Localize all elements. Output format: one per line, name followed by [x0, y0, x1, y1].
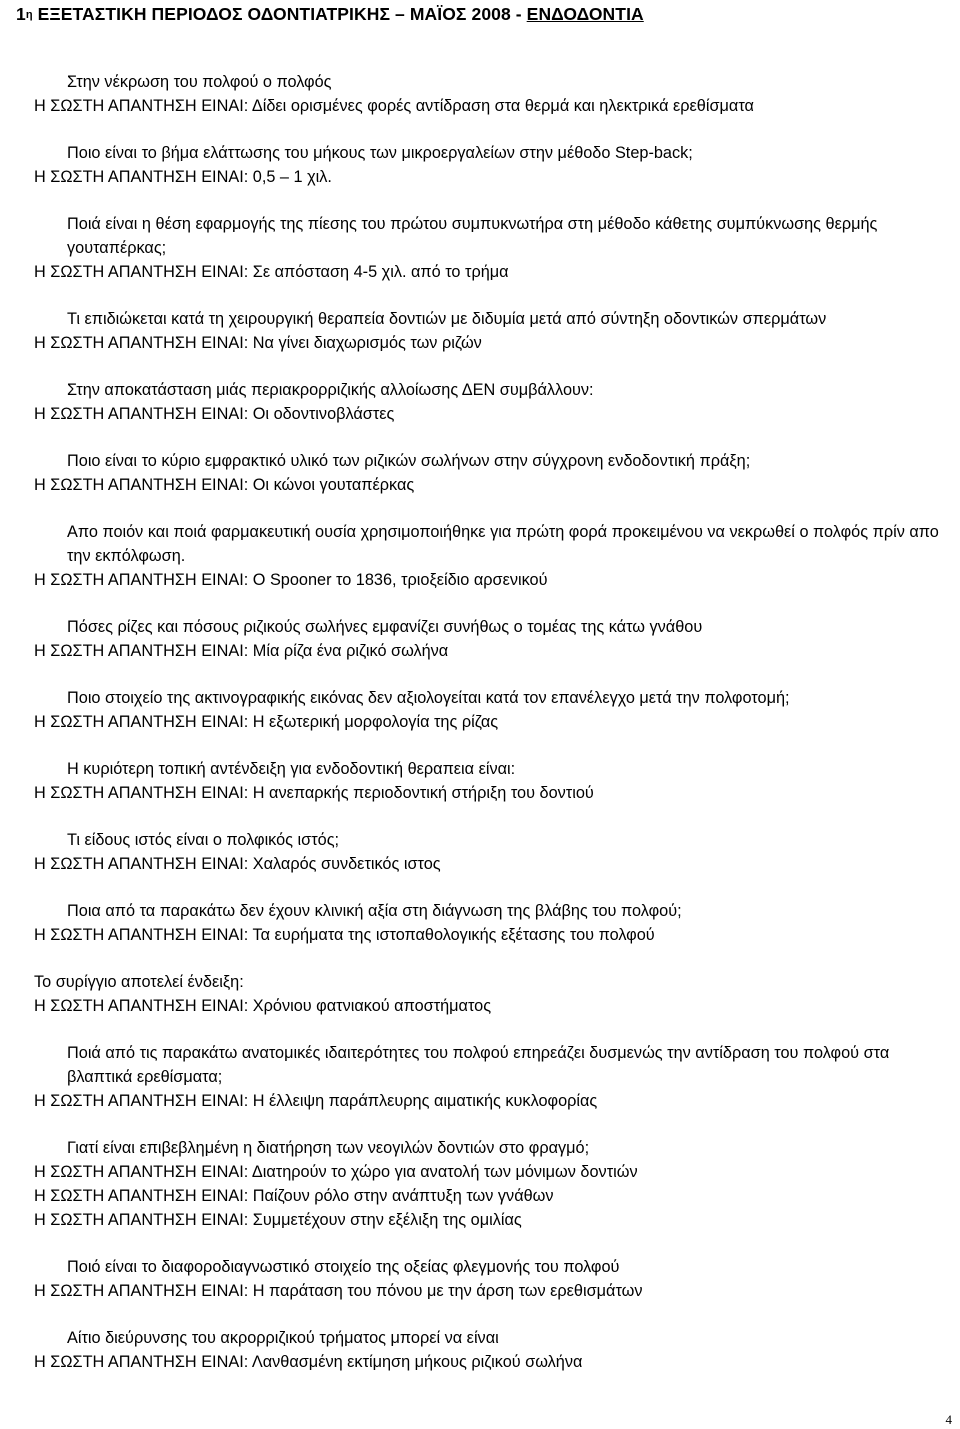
answer-text: Η ΣΩΣΤΗ ΑΠΑΝΤΗΣΗ ΕΙΝΑΙ: Μία ρίζα ένα ριζικό σωλήνα: [34, 642, 449, 660]
question-block: [34, 1255, 944, 1303]
question-text: Η κυριότερη τοπική αντένδειξη για ενδοδοντική θεραπεια είναι:: [67, 760, 516, 778]
question-block: [34, 615, 944, 663]
question-text: Τι είδους ιστός είναι ο πολφικός ιστός;: [67, 831, 340, 849]
answer-text: Η ΣΩΣΤΗ ΑΠΑΝΤΗΣΗ ΕΙΝΑΙ: Τα ευρήματα της ιστοπαθολογικής εξέτασης του πολφού: [34, 926, 655, 944]
answer-text: Η ΣΩΣΤΗ ΑΠΑΝΤΗΣΗ ΕΙΝΑΙ: Να γίνει διαχωρισμός των ριζών: [34, 334, 482, 352]
question-block: [34, 212, 944, 284]
answer-text: Η ΣΩΣΤΗ ΑΠΑΝΤΗΣΗ ΕΙΝΑΙ: Χαλαρός συνδετικός ιστος: [34, 855, 441, 873]
question-text: Τι επιδιώκεται κατά τη χειρουργική θεραπεία δοντιών με διδυμία μετά από σύντηξη οδοντικών σπερμάτων: [67, 310, 827, 328]
question-text: Αίτιο διεύρυνσης του ακρορριζικού τρήματος μπορεί να είναι: [67, 1329, 499, 1347]
answer-text: Η ΣΩΣΤΗ ΑΠΑΝΤΗΣΗ ΕΙΝΑΙ: Σε απόσταση 4-5 χιλ. από το τρήμα: [34, 263, 509, 281]
answer-text: Η ΣΩΣΤΗ ΑΠΑΝΤΗΣΗ ΕΙΝΑΙ: Χρόνιου φατνιακού αποστήματος: [34, 997, 492, 1015]
title-subject: ΕΝΔΟΔΟΝΤΙΑ: [526, 4, 644, 24]
title-text: ΕΞΕΤΑΣΤΙΚΗ ΠΕΡΙΟΔΟΣ ΟΔΟΝΤΙΑΤΡΙΚΗΣ – ΜΑΪΟΣ 2008 -: [32, 4, 527, 24]
question-block: [34, 1326, 944, 1374]
question-text: Το συρίγγιο αποτελεί ένδειξη:: [34, 973, 244, 991]
question-block: [34, 686, 944, 734]
question-text: Ποιο είναι το βήμα ελάττωσης του μήκους των μικροεργαλείων στην μέθοδο Step-back;: [67, 144, 693, 162]
answer-text: Η ΣΩΣΤΗ ΑΠΑΝΤΗΣΗ ΕΙΝΑΙ: Οι οδοντινοβλάστες: [34, 405, 395, 423]
answer-text: Η ΣΩΣΤΗ ΑΠΑΝΤΗΣΗ ΕΙΝΑΙ: Συμμετέχουν στην εξέλιξη της ομιλίας: [34, 1211, 522, 1229]
answer-text: Η ΣΩΣΤΗ ΑΠΑΝΤΗΣΗ ΕΙΝΑΙ: Ο Spooner το 1836, τριοξείδιο αρσενικού: [34, 571, 548, 589]
page-number: 4: [945, 1412, 952, 1427]
question-text: Ποιό είναι το διαφοροδιαγνωστικό στοιχείο της οξείας φλεγμονής του πολφού: [67, 1258, 620, 1276]
question-text: Ποιο είναι το κύριο εμφρακτικό υλικό των ριζικών σωλήνων στην σύγχρονη ενδοδοντική πράξη;: [67, 452, 751, 470]
answer-text: Η ΣΩΣΤΗ ΑΠΑΝΤΗΣΗ ΕΙΝΑΙ: Δίδει ορισμένες φορές αντίδραση στα θερμά και ηλεκτρικά ερεθίσματα: [34, 97, 754, 115]
question-block: [34, 899, 944, 947]
question-block: [34, 757, 944, 805]
answer-text: Η ΣΩΣΤΗ ΑΠΑΝΤΗΣΗ ΕΙΝΑΙ: Λανθασμένη εκτίμηση μήκους ριζικού σωλήνα: [34, 1353, 583, 1371]
question-text: Στην αποκατάσταση μιάς περιακρορριζικής αλλοίωσης ΔΕΝ συμβάλλουν:: [67, 381, 594, 399]
answer-text: Η ΣΩΣΤΗ ΑΠΑΝΤΗΣΗ ΕΙΝΑΙ: Διατηρούν το χώρο για ανατολή των μόνιμων δοντιών: [34, 1163, 638, 1181]
question-block: [34, 449, 944, 497]
question-block: [34, 1041, 944, 1113]
question-block: [34, 141, 944, 189]
question-block: [34, 828, 944, 876]
question-text: Γιατί είναι επιβεβλημένη η διατήρηση των νεογιλών δοντιών στο φραγμό;: [67, 1139, 590, 1157]
question-text: Πόσες ρίζες και πόσους ριζικούς σωλήνες εμφανίζει συνήθως ο τομέας της κάτω γνάθου: [67, 618, 703, 636]
question-block: [34, 307, 944, 355]
answer-text: Η ΣΩΣΤΗ ΑΠΑΝΤΗΣΗ ΕΙΝΑΙ: Η ανεπαρκής περιοδοντική στήριξη του δοντιού: [34, 784, 594, 802]
answer-text: Η ΣΩΣΤΗ ΑΠΑΝΤΗΣΗ ΕΙΝΑΙ: Η έλλειψη παράπλευρης αιματικής κυκλοφορίας: [34, 1092, 598, 1110]
question-block: [34, 520, 944, 592]
question-text: Ποιά από τις παρακάτω ανατομικές ιδαιτερότητες του πολφού επηρεάζει δυσμενώς την αντίδραση του πολφού στα βλαπτικά ερεθίσματα;: [67, 1044, 890, 1086]
question-list: [34, 70, 944, 1397]
question-block: [34, 378, 944, 426]
answer-text: Η ΣΩΣΤΗ ΑΠΑΝΤΗΣΗ ΕΙΝΑΙ: Οι κώνοι γουταπέρκας: [34, 476, 415, 494]
question-text: Ποιά είναι η θέση εφαρμογής της πίεσης του πρώτου συμπυκνωτήρα στη μέθοδο κάθετης συμπύκνωσης θερμής γουταπέρκας;: [67, 215, 878, 257]
question-text: Απο ποιόν και ποιά φαρμακευτική ουσία χρησιμοποιήθηκε για πρώτη φορά προκειμένου να νεκρωθεί ο πολφός πρίν απο την εκπόλφωση.: [67, 523, 939, 565]
question-text: Ποια από τα παρακάτω δεν έχουν κλινική αξία στη διάγνωση της βλάβης του πολφού;: [67, 902, 682, 920]
question-block: [34, 970, 944, 1018]
page-title: [16, 4, 644, 25]
answer-text: Η ΣΩΣΤΗ ΑΠΑΝΤΗΣΗ ΕΙΝΑΙ: Η παράταση του πόνου με την άρση των ερεθισμάτων: [34, 1282, 643, 1300]
answer-text: Η ΣΩΣΤΗ ΑΠΑΝΤΗΣΗ ΕΙΝΑΙ: Η εξωτερική μορφολογία της ρίζας: [34, 713, 499, 731]
question-block: [34, 1136, 944, 1232]
answer-text: Η ΣΩΣΤΗ ΑΠΑΝΤΗΣΗ ΕΙΝΑΙ: Παίζουν ρόλο στην ανάπτυξη των γνάθων: [34, 1187, 554, 1205]
question-block: [34, 70, 944, 118]
title-superscript: η: [25, 9, 33, 21]
answer-text: Η ΣΩΣΤΗ ΑΠΑΝΤΗΣΗ ΕΙΝΑΙ: 0,5 – 1 χιλ.: [34, 168, 332, 186]
title-number: 1: [16, 4, 26, 24]
question-text: Ποιο στοιχείο της ακτινογραφικής εικόνας δεν αξιολογείται κατά τον επανέλεγχο μετά την πολφοτομή;: [67, 689, 790, 707]
question-text: Στην νέκρωση του πολφού ο πολφός: [67, 73, 332, 91]
